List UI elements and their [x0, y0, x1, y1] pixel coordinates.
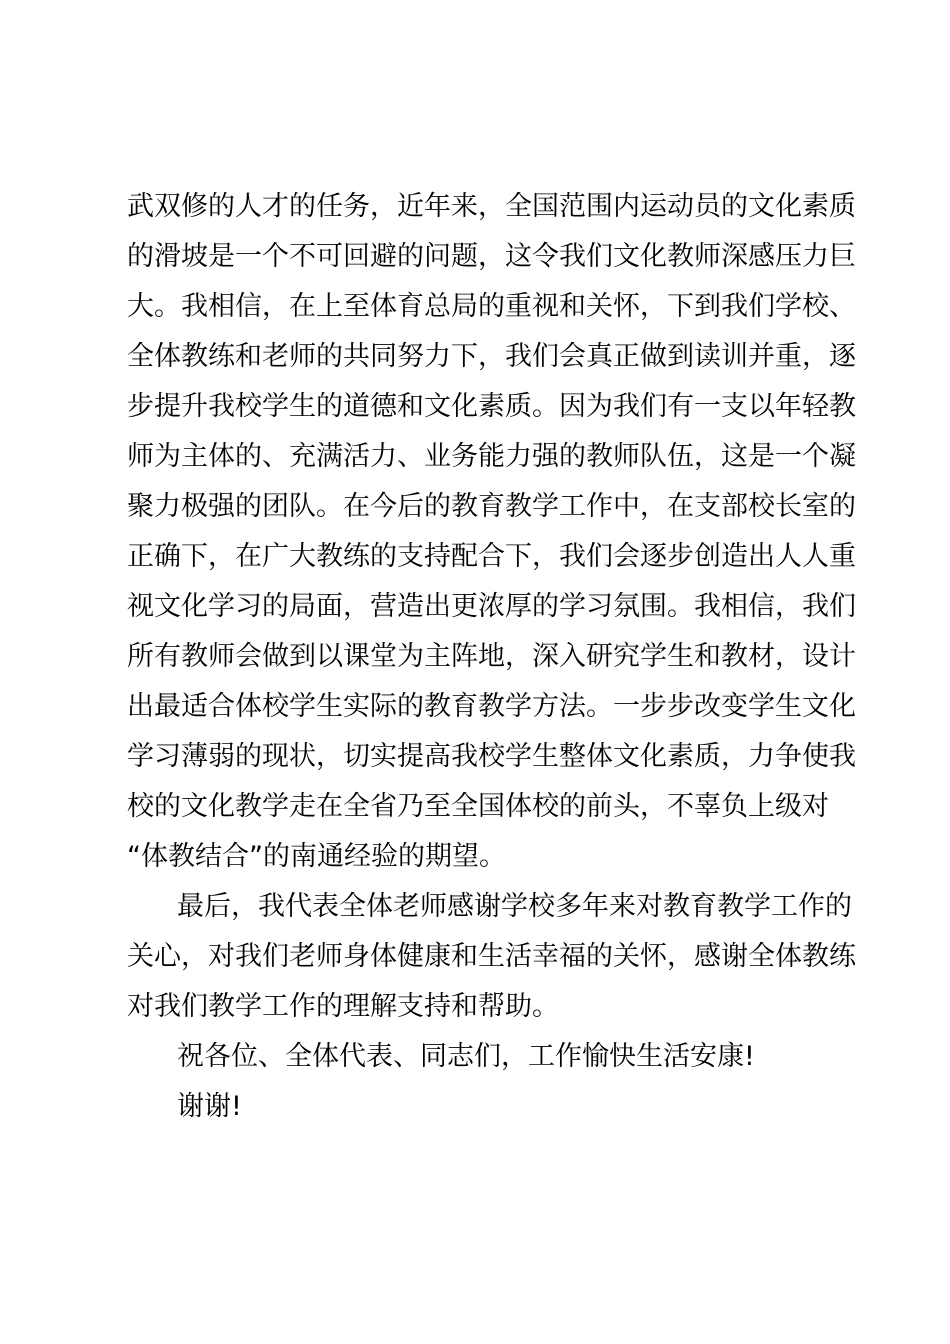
- text-line: 全体教练和老师的共同努力下，我们会真正做到读训并重，逐: [127, 341, 856, 372]
- text-line: 聚力极强的团队。在今后的教育教学工作中，在支部校长室的: [127, 491, 856, 522]
- greeting-line: 祝各位、全体代表、同志们，工作愉快生活安康!: [177, 1041, 755, 1072]
- text-line: 校的文化教学走在全省乃至全国体校的前头，不辜负上级对: [127, 791, 829, 822]
- thanks-line: 谢谢!: [177, 1091, 242, 1122]
- text-line: 师为主体的、充满活力、业务能力强的教师队伍，这是一个凝: [127, 441, 856, 472]
- paragraph-start-line: 最后，我代表全体老师感谢学校多年来对教育教学工作的: [177, 891, 852, 922]
- text-line: 步提升我校学生的道德和文化素质。因为我们有一支以年轻教: [127, 391, 856, 422]
- text-line: 关心，对我们老师身体健康和生活幸福的关怀，感谢全体教练: [127, 941, 856, 972]
- text-line: 的滑坡是一个不可回避的问题，这令我们文化教师深感压力巨: [127, 241, 856, 272]
- text-line: 正确下，在广大教练的支持配合下，我们会逐步创造出人人重: [127, 541, 856, 572]
- text-line: 视文化学习的局面，营造出更浓厚的学习氛围。我相信，我们: [127, 591, 856, 622]
- text-line: 武双修的人才的任务，近年来，全国范围内运动员的文化素质: [127, 191, 856, 222]
- text-line: 大。我相信，在上至体育总局的重视和关怀，下到我们学校、: [127, 291, 856, 322]
- text-line: “体教结合”的南通经验的期望。: [127, 841, 506, 872]
- text-line: 学习薄弱的现状，切实提高我校学生整体文化素质，力争使我: [127, 741, 856, 772]
- text-line: 出最适合体校学生实际的教育教学方法。一步步改变学生文化: [127, 691, 856, 722]
- body-text: [127, 182, 856, 1132]
- text-line: 所有教师会做到以课堂为主阵地，深入研究学生和教材，设计: [127, 641, 856, 672]
- text-line: 对我们教学工作的理解支持和帮助。: [127, 991, 559, 1022]
